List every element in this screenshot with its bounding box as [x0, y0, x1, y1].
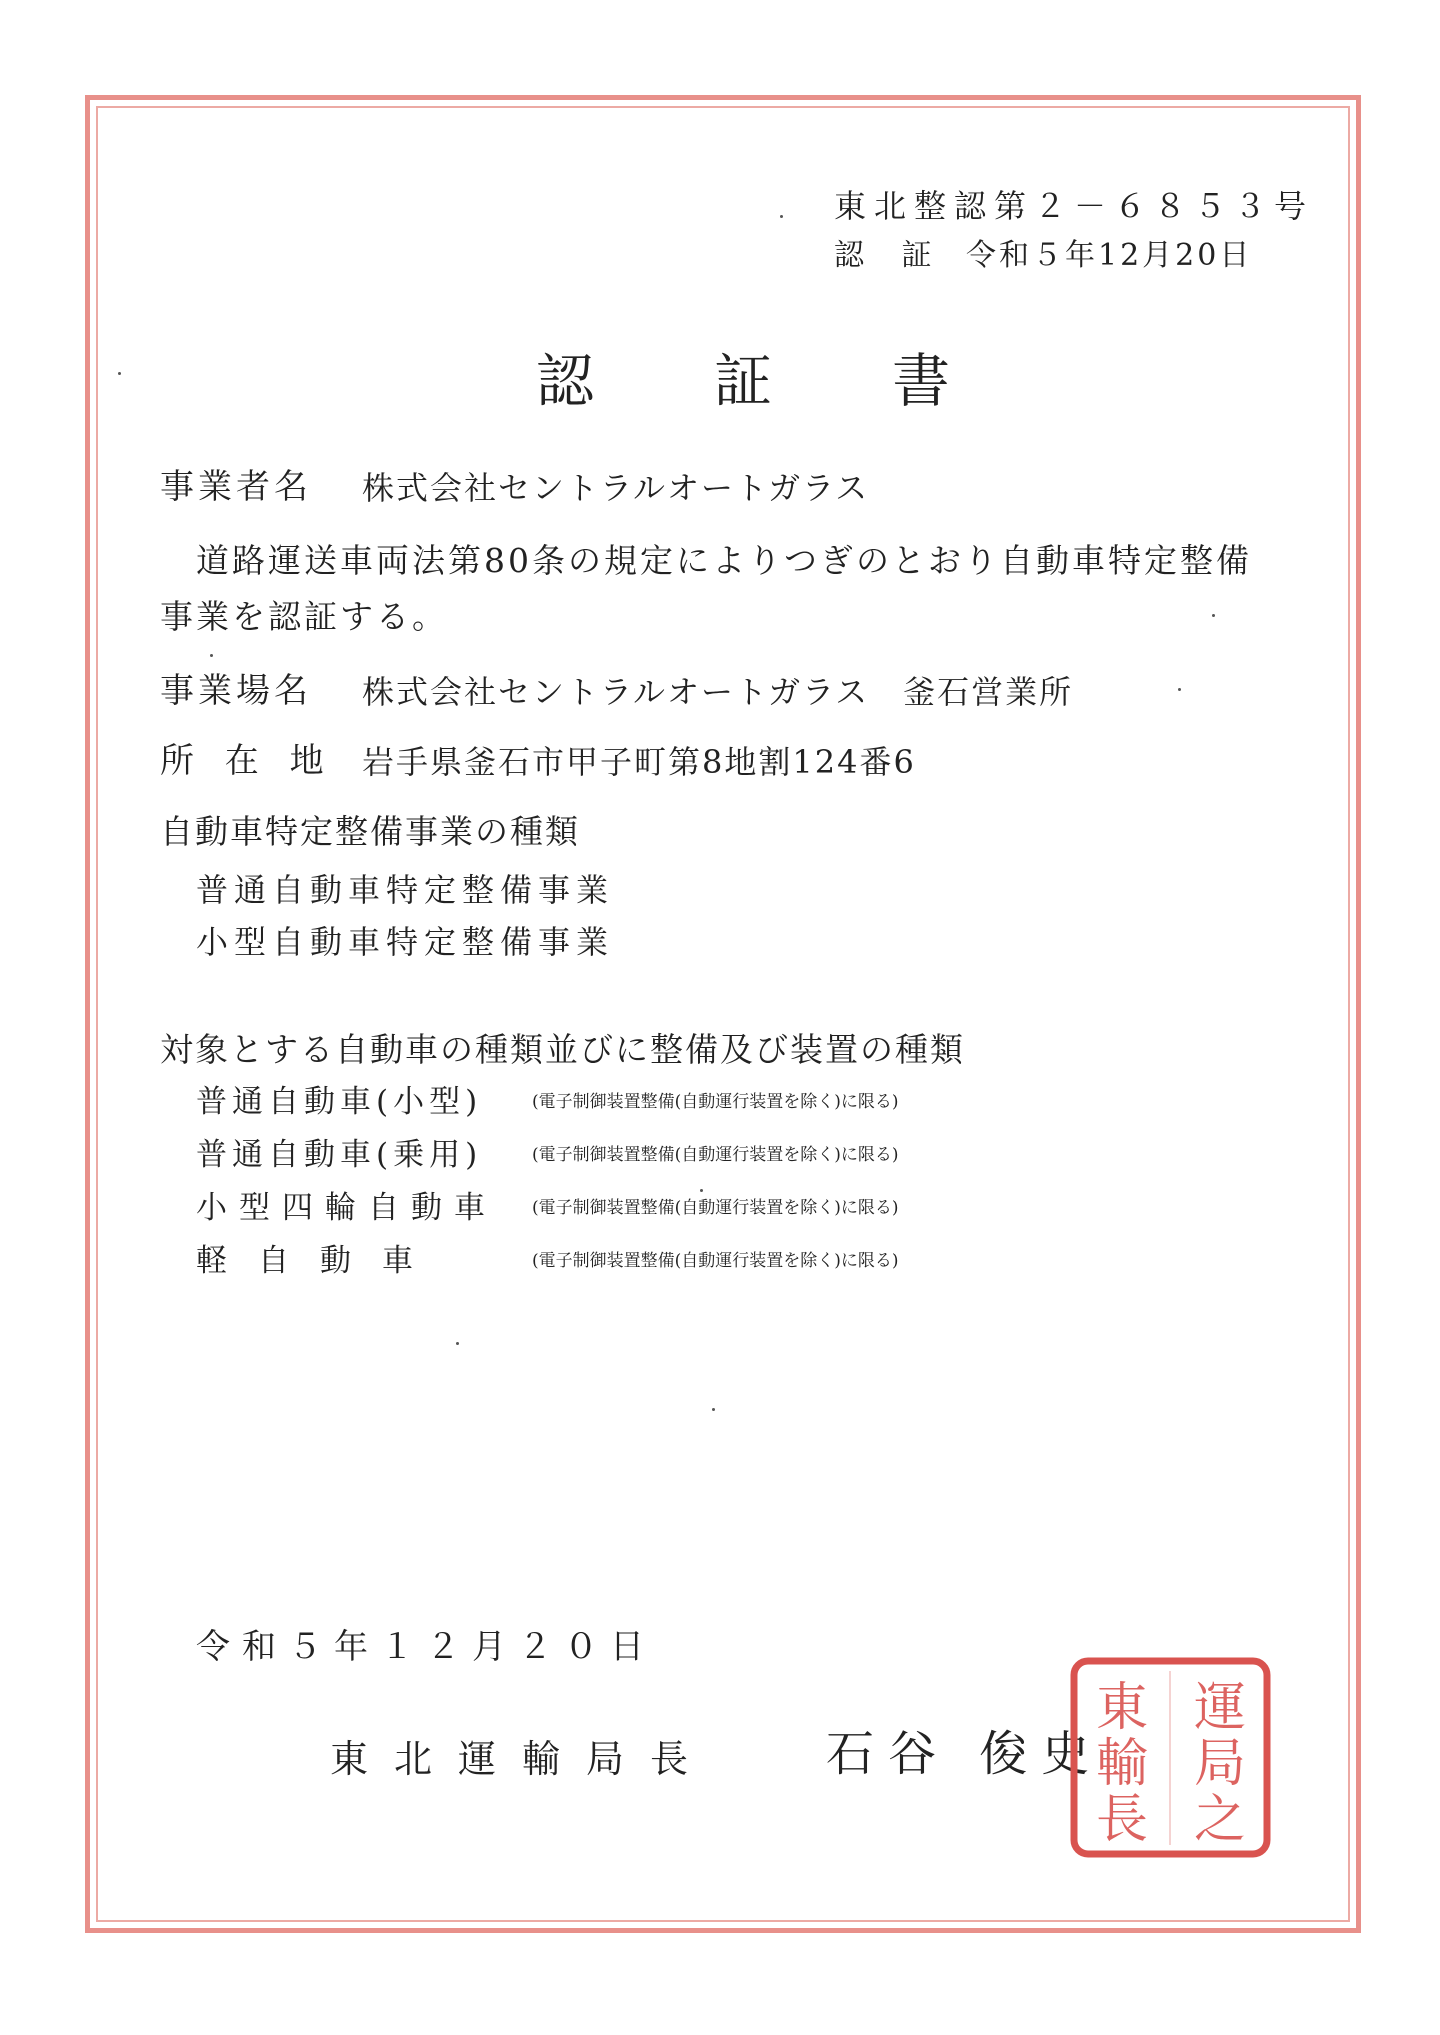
- business-types-heading: 自動車特定整備事業の種類: [160, 812, 580, 851]
- scan-speck: [780, 215, 783, 218]
- operator-label: 事業者名: [160, 467, 312, 507]
- svg-text:之: 之: [1193, 1790, 1247, 1850]
- svg-text:輸: 輸: [1095, 1734, 1149, 1794]
- official-seal: [1068, 1655, 1273, 1860]
- target-vehicle: 普通自動車(小型): [196, 1084, 483, 1120]
- scan-speck: [456, 1342, 459, 1345]
- statement-line-1: 道路運送車両法第80条の規定によりつぎのとおり自動車特定整備: [196, 541, 1252, 580]
- issue-date: 令和５年１２月２０日: [196, 1627, 656, 1667]
- business-type-item: 普通自動車特定整備事業: [196, 871, 615, 909]
- svg-text:運: 運: [1193, 1678, 1247, 1738]
- scan-speck: [118, 372, 121, 375]
- target-limit: (電子制御装置整備(自動運行装置を除く)に限る): [532, 1145, 899, 1165]
- target-limit: (電子制御装置整備(自動運行装置を除く)に限る): [532, 1198, 899, 1218]
- scan-speck: [1178, 688, 1181, 691]
- target-vehicle: 小型四輪自動車: [196, 1190, 497, 1226]
- svg-text:長: 長: [1095, 1790, 1149, 1850]
- statement-line-2: 事業を認証する。: [160, 597, 448, 636]
- target-vehicle: 軽 自 動 車: [196, 1243, 413, 1279]
- certification-date-value: 令和５年12月20日: [966, 238, 1253, 273]
- certification-date-label: 認 証: [834, 238, 946, 273]
- target-limit: (電子制御装置整備(自動運行装置を除く)に限る): [532, 1092, 899, 1112]
- svg-text:東: 東: [1095, 1678, 1149, 1738]
- issuer-name: 石谷 俊史: [826, 1726, 1104, 1782]
- targets-heading: 対象とする自動車の種類並びに整備及び装置の種類: [160, 1030, 965, 1069]
- address-label: 所 在 地: [160, 741, 334, 781]
- svg-text:局: 局: [1193, 1734, 1247, 1794]
- document-title: 認証書: [536, 347, 1071, 415]
- certificate-number: 東北整認第２－６８５３号: [834, 187, 1315, 225]
- target-limit: (電子制御装置整備(自動運行装置を除く)に限る): [532, 1251, 899, 1271]
- business-type-item: 小型自動車特定整備事業: [196, 923, 615, 961]
- site-name: 株式会社セントラルオートガラス 釜石営業所: [362, 673, 1074, 711]
- scan-speck: [700, 1189, 703, 1192]
- scan-speck: [712, 1408, 715, 1411]
- site-label: 事業場名: [160, 671, 312, 711]
- address-value: 岩手県釜石市甲子町第8地割124番6: [362, 743, 916, 781]
- issuer-title: 東北運輸局長: [330, 1737, 715, 1781]
- scan-speck: [1212, 614, 1215, 617]
- scan-speck: [210, 654, 213, 657]
- target-vehicle: 普通自動車(乗用): [196, 1137, 483, 1173]
- operator-name: 株式会社セントラルオートガラス: [362, 469, 870, 507]
